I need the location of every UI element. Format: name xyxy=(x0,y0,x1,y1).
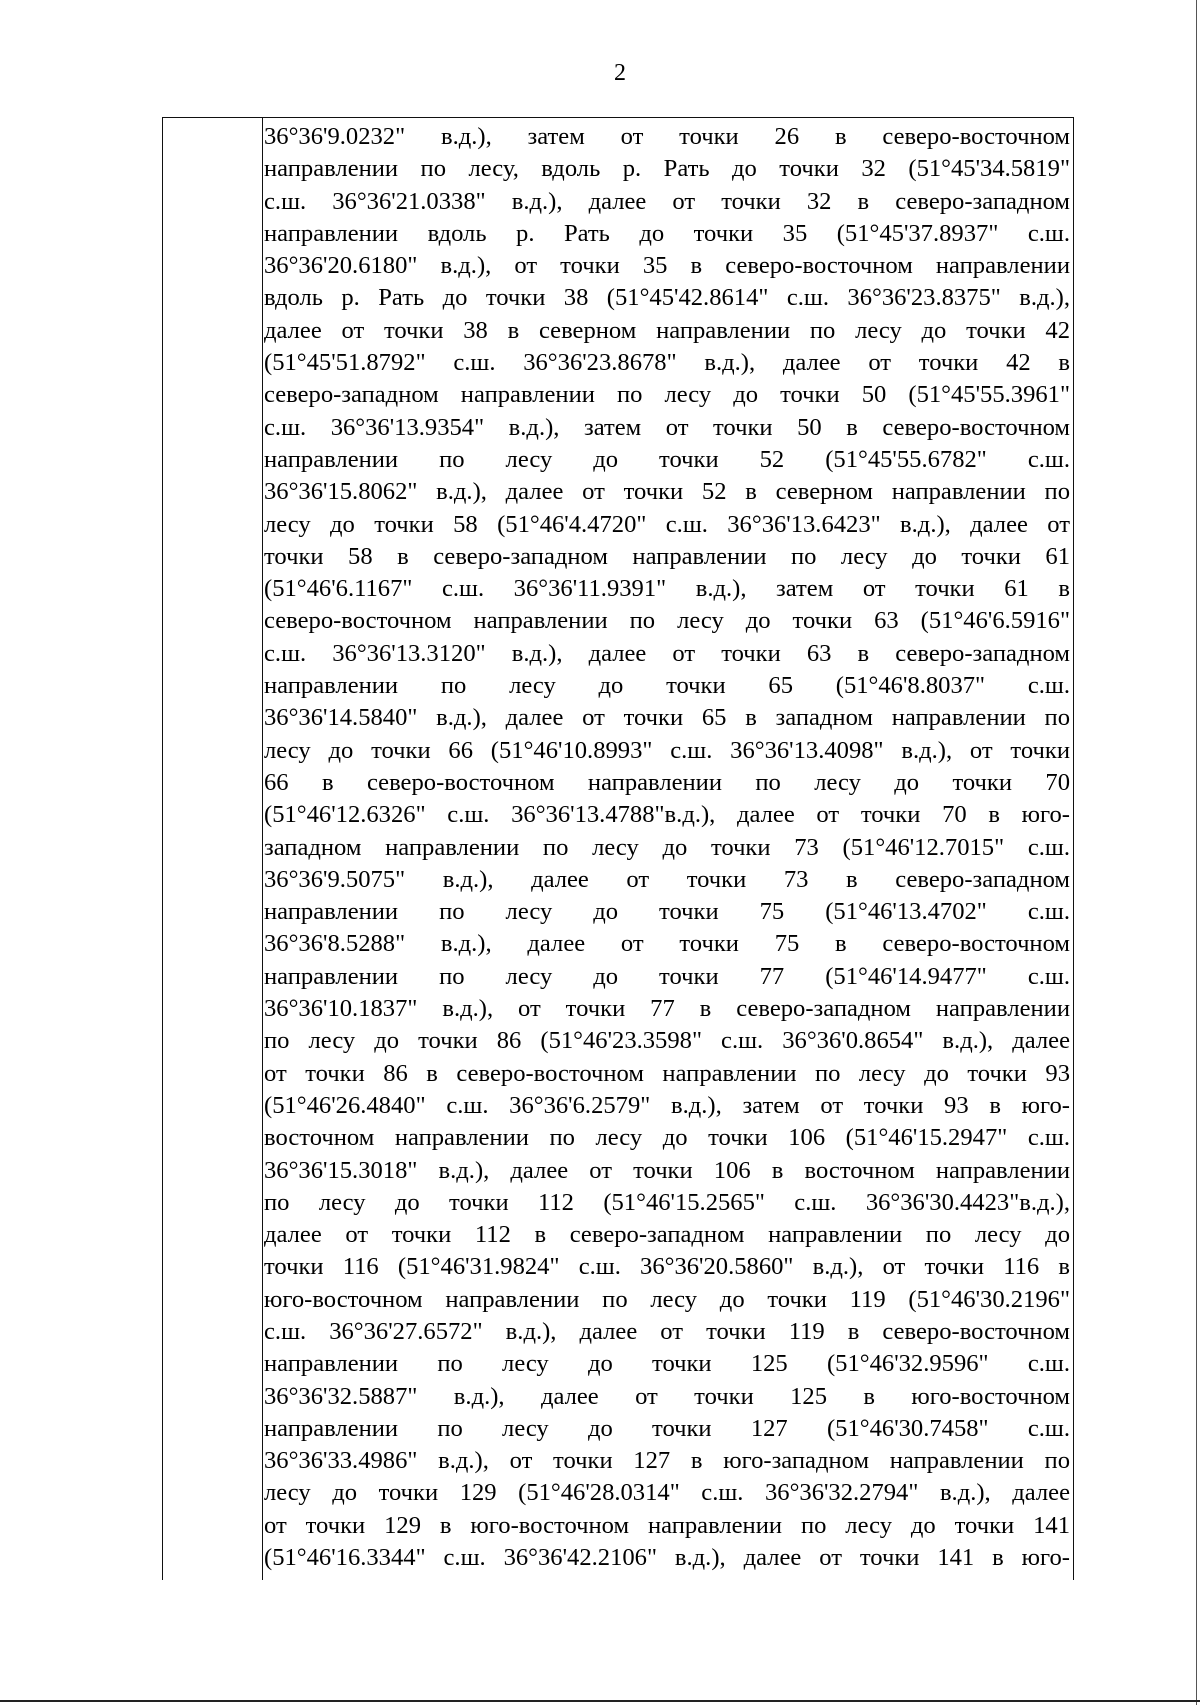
text-line: далее от точки 112 в северо-западном направлении по лесу до xyxy=(264,1221,1070,1249)
page-number: 2 xyxy=(614,60,626,86)
text-line: (51°46'12.6326" с.ш. 36°36'13.4788"в.д.), далее от точки 70 в юго- xyxy=(264,801,1070,829)
text-line: 36°36'14.5840" в.д.), далее от точки 65 в западном направлении по xyxy=(264,704,1070,732)
text-line: юго-восточном направлении по лесу до точки 119 (51°46'30.2196" xyxy=(264,1285,1070,1313)
text-line: по лесу до точки 112 (51°46'15.2565" с.ш. 36°36'30.4423"в.д.), xyxy=(264,1188,1070,1216)
text-line: лесу до точки 66 (51°46'10.8993" с.ш. 36°36'13.4098" в.д.), от точки xyxy=(264,736,1070,764)
text-line: направлении по лесу до точки 77 (51°46'14.9477" с.ш. xyxy=(264,962,1070,990)
text-line: северо-западном направлении по лесу до точки 50 (51°45'55.3961" xyxy=(264,381,1070,409)
text-line: от точки 129 в юго-восточном направлении по лесу до точки 141 xyxy=(264,1511,1070,1539)
text-line: 36°36'8.5288" в.д.), далее от точки 75 в северо-восточном xyxy=(264,930,1070,958)
text-line: по лесу до точки 86 (51°46'23.3598" с.ш. 36°36'0.8654" в.д.), далее xyxy=(264,1027,1070,1055)
text-line: лесу до точки 58 (51°46'4.4720" с.ш. 36°36'13.6423" в.д.), далее от xyxy=(264,510,1070,538)
boundary-description-cell xyxy=(264,121,1070,1574)
text-line: лесу до точки 129 (51°46'28.0314" с.ш. 36°36'32.2794" в.д.), далее xyxy=(264,1479,1070,1507)
text-line: с.ш. 36°36'13.3120" в.д.), далее от точки 63 в северо-западном xyxy=(264,639,1070,667)
text-line: 36°36'10.1837" в.д.), от точки 77 в северо-западном направлении xyxy=(264,995,1070,1023)
text-line: северо-восточном направлении по лесу до точки 63 (51°46'6.5916" xyxy=(264,607,1070,635)
text-line: направлении по лесу до точки 127 (51°46'30.7458" с.ш. xyxy=(264,1414,1070,1442)
text-line: точки 116 (51°46'31.9824" с.ш. 36°36'20.5860" в.д.), от точки 116 в xyxy=(264,1253,1070,1281)
text-line: точки 58 в северо-западном направлении по лесу до точки 61 xyxy=(264,542,1070,570)
text-line: вдоль р. Рать до точки 38 (51°45'42.8614" с.ш. 36°36'23.8375" в.д.), xyxy=(264,284,1070,312)
text-line: направлении по лесу до точки 65 (51°46'8.8037" с.ш. xyxy=(264,672,1070,700)
text-line: восточном направлении по лесу до точки 106 (51°46'15.2947" с.ш. xyxy=(264,1124,1070,1152)
text-line: с.ш. 36°36'27.6572" в.д.), далее от точки 119 в северо-восточном xyxy=(264,1317,1070,1345)
text-line: направлении вдоль р. Рать до точки 35 (51°45'37.8937" с.ш. xyxy=(264,219,1070,247)
scan-edge-line xyxy=(1196,0,1197,1705)
text-line: с.ш. 36°36'21.0338" в.д.), далее от точки 32 в северо-западном xyxy=(264,187,1070,215)
table-right-border xyxy=(1073,117,1074,1580)
text-line: 36°36'20.6180" в.д.), от точки 35 в северо-восточном направлении xyxy=(264,252,1070,280)
text-line: направлении по лесу до точки 75 (51°46'13.4702" с.ш. xyxy=(264,898,1070,926)
text-line: (51°45'51.8792" с.ш. 36°36'23.8678" в.д.), далее от точки 42 в xyxy=(264,349,1070,377)
text-line: (51°46'16.3344" с.ш. 36°36'42.2106" в.д.), далее от точки 141 в юго- xyxy=(264,1544,1070,1572)
text-line: направлении по лесу, вдоль р. Рать до точки 32 (51°45'34.5819" xyxy=(264,155,1070,183)
text-line: 36°36'33.4986" в.д.), от точки 127 в юго-западном направлении по xyxy=(264,1447,1070,1475)
text-line: далее от точки 38 в северном направлении по лесу до точки 42 xyxy=(264,316,1070,344)
text-line: 36°36'9.0232" в.д.), затем от точки 26 в северо-восточном xyxy=(264,123,1070,150)
scan-bottom-edge xyxy=(0,1700,1200,1702)
text-line: 36°36'9.5075" в.д.), далее от точки 73 в северо-западном xyxy=(264,865,1070,893)
text-line: с.ш. 36°36'13.9354" в.д.), затем от точки 50 в северо-восточном xyxy=(264,413,1070,441)
text-line: (51°46'6.1167" с.ш. 36°36'11.9391" в.д.), затем от точки 61 в xyxy=(264,575,1070,603)
text-line: направлении по лесу до точки 52 (51°45'55.6782" с.ш. xyxy=(264,445,1070,473)
text-line: от точки 86 в северо-восточном направлении по лесу до точки 93 xyxy=(264,1059,1070,1087)
text-line: 36°36'15.3018" в.д.), далее от точки 106 в восточном направлении xyxy=(264,1156,1070,1184)
text-line: западном направлении по лесу до точки 73 (51°46'12.7015" с.ш. xyxy=(264,833,1070,861)
text-line: (51°46'26.4840" с.ш. 36°36'6.2579" в.д.), затем от точки 93 в юго- xyxy=(264,1091,1070,1119)
text-line: направлении по лесу до точки 125 (51°46'32.9596" с.ш. xyxy=(264,1350,1070,1378)
text-line: 66 в северо-восточном направлении по лесу до точки 70 xyxy=(264,768,1070,796)
table-column-divider xyxy=(262,117,263,1580)
text-line: 36°36'15.8062" в.д.), далее от точки 52 в северном направлении по xyxy=(264,478,1070,506)
text-line: 36°36'32.5887" в.д.), далее от точки 125 в юго-восточном xyxy=(264,1382,1070,1410)
